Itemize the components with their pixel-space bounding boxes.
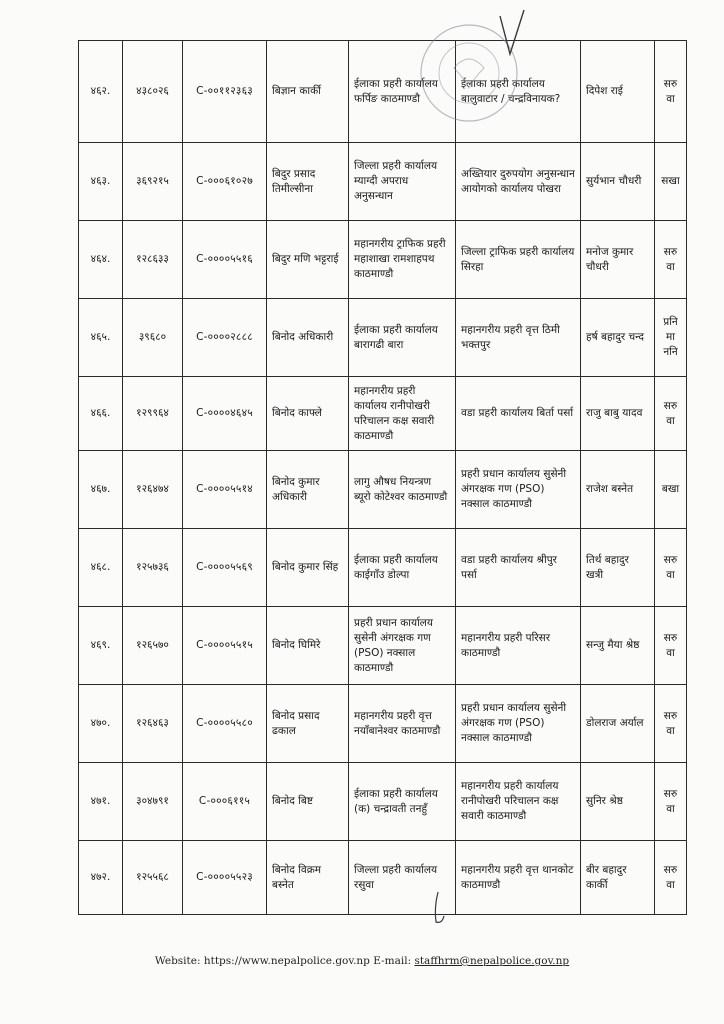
serial-number-cell: ४६६. <box>79 377 123 451</box>
employee-name-cell: बिदुर मणि भट्टराई <box>267 221 349 299</box>
table-row <box>79 685 687 763</box>
employee-name-cell: बिज्ञान कार्की <box>267 41 349 143</box>
table-row <box>79 607 687 685</box>
employee-id-cell: १२९९६४ <box>123 377 183 451</box>
new-office-cell: महानगरीय प्रहरी वृत्त थानकोट काठमाण्डौ <box>456 841 581 915</box>
employee-code-cell: C-००००५५१६ <box>183 221 267 299</box>
remark-cell: सरुवा <box>655 763 687 841</box>
remark-cell: सखा <box>655 143 687 221</box>
table-row <box>79 299 687 377</box>
employee-name-cell: बिनोद बिष्ट <box>267 763 349 841</box>
employee-code-cell: C-००००५५६९ <box>183 529 267 607</box>
current-office-cell: ईलाका प्रहरी कार्यालय बारागढी बारा <box>349 299 456 377</box>
serial-number-cell: ४६८. <box>79 529 123 607</box>
employee-name-cell: बिनोद कुमार अधिकारी <box>267 451 349 529</box>
current-office-cell: जिल्ला प्रहरी कार्यालय रसुवा <box>349 841 456 915</box>
employee-code-cell: C-००११२३६३ <box>183 41 267 143</box>
employee-name-cell: बिनोद विक्रम बस्नेत <box>267 841 349 915</box>
remark-cell: सरुवा <box>655 607 687 685</box>
serial-number-cell: ४६७. <box>79 451 123 529</box>
current-office-cell: लागु औषध नियन्त्रण ब्यूरो कोटेश्वर काठमाण्डौ <box>349 451 456 529</box>
remark-cell: सरुवा <box>655 841 687 915</box>
new-office-cell: प्रहरी प्रधान कार्यालय सुसेनी अंगरक्षक गण (PSO) नक्साल काठमाण्डौ <box>456 451 581 529</box>
current-office-cell: ईलाका प्रहरी कार्यालय फर्पिङ काठमाण्डौ <box>349 41 456 143</box>
remark-cell: सरुवा <box>655 529 687 607</box>
new-office-cell: महानगरीय प्रहरी परिसर काठमाण्डौ <box>456 607 581 685</box>
new-office-cell: वडा प्रहरी कार्यालय श्रीपुर पर्सा <box>456 529 581 607</box>
replacement-name-cell: डोलराज अर्याल <box>581 685 655 763</box>
remark-cell: सरुवा <box>655 41 687 143</box>
remark-cell: सरुवा <box>655 377 687 451</box>
remark-cell: प्रनि मा ननि <box>655 299 687 377</box>
employee-code-cell: C-००००५५१४ <box>183 451 267 529</box>
employee-id-cell: १२५५६८ <box>123 841 183 915</box>
employee-code-cell: C-०००६१०२७ <box>183 143 267 221</box>
table-row <box>79 377 687 451</box>
current-office-cell: जिल्ला प्रहरी कार्यालय म्याग्दी अपराध अनुसन्धान <box>349 143 456 221</box>
new-office-cell: प्रहरी प्रधान कार्यालय सुसेनी अंगरक्षक गण (PSO) नक्साल काठमाण्डौ <box>456 685 581 763</box>
table-row <box>79 221 687 299</box>
new-office-cell: वडा प्रहरी कार्यालय बिर्ता पर्सा <box>456 377 581 451</box>
table-row <box>79 41 687 143</box>
employee-name-cell: बिनोद काफ्ले <box>267 377 349 451</box>
employee-id-cell: १२८६३३ <box>123 221 183 299</box>
employee-code-cell: C-००००५५२३ <box>183 841 267 915</box>
employee-id-cell: १२५७३६ <box>123 529 183 607</box>
new-office-cell: जिल्ला ट्राफिक प्रहरी कार्यालय सिरहा <box>456 221 581 299</box>
replacement-name-cell: सुनिर श्रेष्ठ <box>581 763 655 841</box>
table-row <box>79 763 687 841</box>
table-row <box>79 143 687 221</box>
employee-code-cell: C-००००५५१५ <box>183 607 267 685</box>
serial-number-cell: ४६९. <box>79 607 123 685</box>
new-office-cell: ईलाका प्रहरी कार्यालय बालुवाटार / चन्द्रविनायक? <box>456 41 581 143</box>
employee-name-cell: बिनोद प्रसाद ढकाल <box>267 685 349 763</box>
serial-number-cell: ४७२. <box>79 841 123 915</box>
replacement-name-cell: तिर्थ बहादुर खत्री <box>581 529 655 607</box>
serial-number-cell: ४६२. <box>79 41 123 143</box>
serial-number-cell: ४७०. <box>79 685 123 763</box>
employee-id-cell: ३०४७९१ <box>123 763 183 841</box>
employee-id-cell: १२६४७४ <box>123 451 183 529</box>
remark-cell: बखा <box>655 451 687 529</box>
new-office-cell: महानगरीय प्रहरी वृत्त ठिमी भक्तपुर <box>456 299 581 377</box>
employee-name-cell: बिनोद अधिकारी <box>267 299 349 377</box>
replacement-name-cell: बीर बहादुर कार्की <box>581 841 655 915</box>
employee-id-cell: ३९६८० <box>123 299 183 377</box>
replacement-name-cell: सन्जु मैया श्रेष्ठ <box>581 607 655 685</box>
employee-id-cell: १२६४६३ <box>123 685 183 763</box>
current-office-cell: प्रहरी प्रधान कार्यालय सुसेनी अंगरक्षक गण (PSO) नक्साल काठमाण्डौ <box>349 607 456 685</box>
replacement-name-cell: राजु बाबु यादव <box>581 377 655 451</box>
employee-code-cell: C-०००६११५ <box>183 763 267 841</box>
remark-cell: सरुवा <box>655 221 687 299</box>
employee-name-cell: बिदुर प्रसाद तिमील्सीना <box>267 143 349 221</box>
serial-number-cell: ४६४. <box>79 221 123 299</box>
new-office-cell: महानगरीय प्रहरी कार्यालय रानीपोखरी परिचालन कक्ष सवारी काठमाण्डौ <box>456 763 581 841</box>
employee-id-cell: ३६९२१५ <box>123 143 183 221</box>
serial-number-cell: ४७१. <box>79 763 123 841</box>
remark-cell: सरुवा <box>655 685 687 763</box>
current-office-cell: महानगरीय ट्राफिक प्रहरी महाशाखा रामशाहपथ काठमाण्डौ <box>349 221 456 299</box>
replacement-name-cell: दिपेश राई <box>581 41 655 143</box>
replacement-name-cell: राजेश बस्नेत <box>581 451 655 529</box>
employee-id-cell: ४३८०२६ <box>123 41 183 143</box>
current-office-cell: ईलाका प्रहरी कार्यालय काईगाँउ डोल्पा <box>349 529 456 607</box>
current-office-cell: महानगरीय प्रहरी वृत्त नयाँबानेश्वर काठमाण्डौ <box>349 685 456 763</box>
new-office-cell: अख्तियार दुरुपयोग अनुसन्धान आयोगको कार्यालय पोखरा <box>456 143 581 221</box>
footer-email-link[interactable]: staffhrm@nepalpolice.gov.np <box>414 955 570 967</box>
table-row <box>79 451 687 529</box>
employee-code-cell: C-००००४६४५ <box>183 377 267 451</box>
replacement-name-cell: सुर्यभान चौधरी <box>581 143 655 221</box>
table-row <box>79 841 687 915</box>
employee-code-cell: C-००००२८८८ <box>183 299 267 377</box>
page-footer <box>0 955 724 967</box>
employee-name-cell: बिनोद घिमिरे <box>267 607 349 685</box>
transfer-table <box>78 40 687 915</box>
footer-website: Website: https://www.nepalpolice.gov.np E-mail: <box>154 955 415 967</box>
serial-number-cell: ४६३. <box>79 143 123 221</box>
replacement-name-cell: मनोज कुमार चौधरी <box>581 221 655 299</box>
employee-code-cell: C-००००५५८० <box>183 685 267 763</box>
employee-name-cell: बिनोद कुमार सिंह <box>267 529 349 607</box>
employee-id-cell: १२६५७० <box>123 607 183 685</box>
serial-number-cell: ४६५. <box>79 299 123 377</box>
table-row <box>79 529 687 607</box>
replacement-name-cell: हर्ष बहादुर चन्द <box>581 299 655 377</box>
current-office-cell: ईलाका प्रहरी कार्यालय (क) चन्द्रावती तनहुँ <box>349 763 456 841</box>
current-office-cell: महानगरीय प्रहरी कार्यालय रानीपोखरी परिचालन कक्ष सवारी काठमाण्डौ <box>349 377 456 451</box>
table-body <box>79 41 687 915</box>
